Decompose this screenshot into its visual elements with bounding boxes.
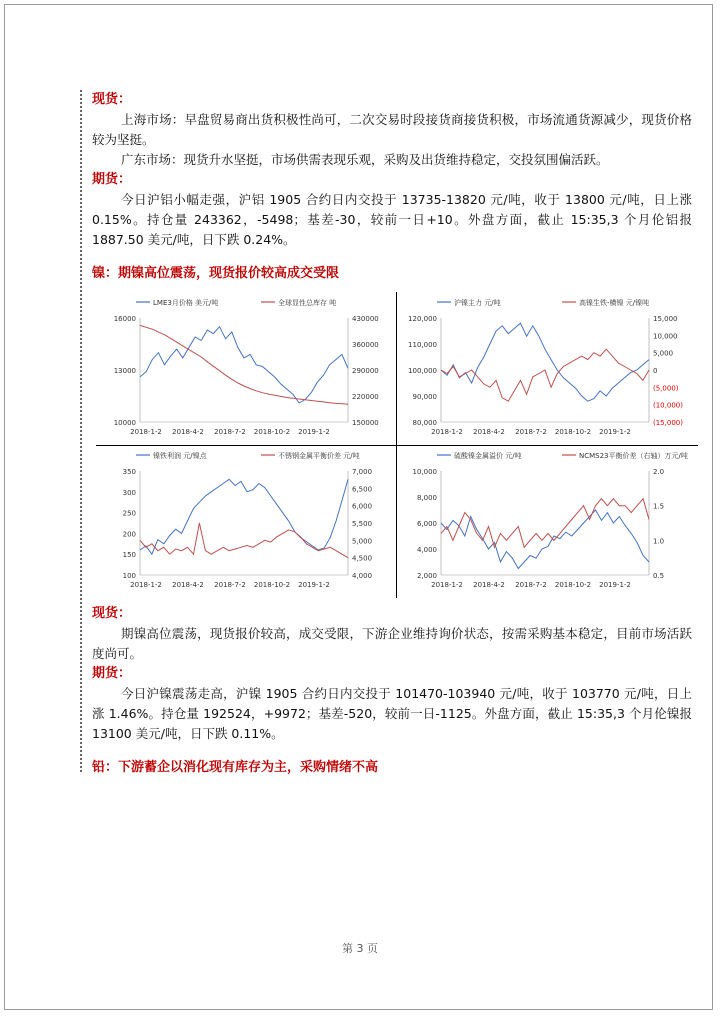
left-tick-label: 250 [122, 509, 136, 518]
left-tick-label: 4,000 [416, 546, 437, 554]
legend-label-1: 全球显性总库存 吨 [278, 299, 337, 307]
nickel-futures-paragraph: 今日沪镍震荡走高，沪镍 1905 合约日内交投于 101470-103940 元/吨，收于 103770 元/吨，日上涨 1.46%。持仓量 192524，+9972；基差-520，较前一日-1125。外盘方面，截止 15:35,3 个月伦镍报 13100 美元/吨，日下跌 0.11%。 [92, 686, 692, 741]
x-tick-label: 2018-4-2 [172, 428, 204, 436]
right-tick-label: 2.0 [653, 468, 665, 476]
charts-horizontal-divider [96, 445, 698, 446]
lead-section-title: 铅：下游蓄企以消化现有库存为主，采购情绪不高 [92, 760, 379, 775]
left-tick-label: 10,000 [412, 468, 437, 476]
x-tick-label: 2018-10-2 [253, 581, 291, 589]
x-tick-label: 2018-4-2 [473, 428, 505, 436]
page-number: 第 3 页 [342, 942, 378, 955]
chart-lme-price-inventory [96, 292, 397, 445]
x-tick-label: 2018-7-2 [214, 428, 246, 436]
x-tick-label: 2019-1-2 [298, 428, 330, 436]
nickel-spot-paragraph: 期镍高位震荡，现货报价较高，成交受限，下游企业维持询价状态，按需采购基本稳定，目前市场活跃度尚可。 [92, 626, 692, 661]
right-tick-label: 430000 [352, 315, 379, 323]
aluminum-futures-paragraph: 今日沪铝小幅走强，沪铝 1905 合约日内交投于 13735-13820 元/吨，收于 13800 元/吨，日上涨 0.15%。持仓量 243362，-5498；基差-30，较前一日+10。外盘方面，截止 15:35,3 个月伦铝报 1887.50 美元/吨，日下跌 0.24%。 [92, 192, 692, 247]
legend-label-0: 硫酸镍金属溢价 元/吨 [454, 452, 522, 460]
left-tick-label: 300 [122, 488, 136, 497]
right-tick-label: 15,000 [653, 315, 678, 323]
nickel-futures-heading: 期货： [92, 666, 132, 681]
left-tick-label: 110,000 [408, 341, 437, 349]
right-tick-label: 290000 [352, 367, 379, 375]
x-tick-label: 2018-1-2 [130, 428, 162, 436]
x-tick-label: 2018-4-2 [473, 581, 505, 589]
dotted-margin-line [80, 90, 82, 772]
right-tick-label: 0.5 [653, 572, 665, 580]
x-tick-label: 2018-1-2 [130, 581, 162, 589]
left-tick-label: 6,000 [416, 520, 437, 528]
nickel-charts-grid [96, 292, 698, 598]
aluminum-futures-heading: 期货： [92, 172, 132, 187]
x-tick-label: 2019-1-2 [298, 581, 330, 589]
nickel-spot-heading: 现货： [92, 606, 132, 621]
x-tick-label: 2018-7-2 [515, 428, 547, 436]
right-tick-label: (5,000) [653, 384, 679, 393]
right-tick-label: 5,500 [352, 520, 373, 528]
left-tick-label: 8,000 [416, 494, 437, 502]
aluminum-guangdong-paragraph: 广东市场：现货升水坚挺，市场供需表现乐观，采购及出货维持稳定，交投氛围偏活跃。 [121, 152, 609, 167]
left-tick-label: 10000 [113, 419, 136, 427]
right-tick-label: 4,000 [352, 572, 373, 580]
aluminum-spot-heading: 现货： [92, 92, 132, 107]
left-tick-label: 150 [122, 551, 136, 560]
right-tick-label: (10,000) [653, 401, 683, 410]
series-line-0 [441, 510, 649, 569]
right-tick-label: 5,000 [352, 537, 373, 546]
x-tick-label: 2019-1-2 [599, 581, 631, 589]
left-tick-label: 100 [122, 572, 136, 580]
series-line-1 [140, 523, 348, 558]
right-tick-label: 10,000 [653, 332, 678, 341]
right-tick-label: 360000 [352, 341, 379, 349]
nickel-section-title: 镍：期镍高位震荡，现货报价较高成交受限 [92, 266, 340, 281]
x-tick-label: 2018-7-2 [214, 581, 246, 589]
right-tick-label: 6,500 [352, 485, 373, 494]
right-tick-label: 220000 [352, 393, 379, 401]
left-tick-label: 200 [122, 530, 136, 539]
left-tick-label: 2,000 [416, 572, 437, 580]
left-tick-label: 16000 [113, 315, 136, 323]
x-tick-label: 2018-1-2 [431, 581, 463, 589]
x-tick-label: 2018-10-2 [554, 428, 592, 436]
series-line-0 [140, 327, 348, 403]
chart-shfe-nickel-npi-spread [397, 292, 698, 445]
chart-npi-profit-stainless-spread [96, 445, 397, 598]
legend-label-1: 高镍生铁-横镍 元/镍吨 [579, 299, 650, 307]
series-line-1 [441, 349, 649, 401]
right-tick-label: 6,000 [352, 502, 373, 511]
legend-label-1: NCMS23平衡价差（右轴）万元/吨 [579, 452, 688, 460]
left-tick-label: 350 [122, 468, 136, 476]
right-tick-label: 150000 [352, 419, 379, 427]
left-tick-label: 120,000 [408, 315, 437, 323]
right-tick-label: (15,000) [653, 419, 683, 427]
x-tick-label: 2018-4-2 [172, 581, 204, 589]
x-tick-label: 2018-10-2 [554, 581, 592, 589]
x-tick-label: 2018-1-2 [431, 428, 463, 436]
series-line-1 [441, 499, 649, 548]
right-tick-label: 7,000 [352, 468, 373, 476]
chart-nickel-sulfate-premium [397, 445, 698, 598]
left-tick-label: 13000 [113, 367, 136, 375]
page-content [92, 90, 692, 786]
right-tick-label: 1.0 [653, 537, 665, 546]
left-tick-label: 100,000 [408, 367, 437, 375]
right-tick-label: 4,500 [352, 554, 373, 563]
left-tick-label: 80,000 [412, 419, 437, 427]
x-tick-label: 2018-10-2 [253, 428, 291, 436]
right-tick-label: 5,000 [653, 349, 674, 358]
series-line-0 [140, 479, 348, 554]
legend-label-0: LME3月价格 美元/吨 [153, 299, 219, 307]
legend-label-1: 不锈钢金属平衡价差 元/吨 [278, 452, 360, 460]
legend-label-0: 镍铁利润 元/镍点 [153, 452, 207, 460]
aluminum-shanghai-paragraph: 上海市场：早盘贸易商出货积极性尚可，二次交易时段接货商接货积极，市场流通货源减少，现货价格较为坚挺。 [92, 112, 692, 147]
series-line-1 [140, 325, 348, 404]
x-tick-label: 2018-7-2 [515, 581, 547, 589]
legend-label-0: 沪镍主力 元/吨 [454, 299, 501, 307]
x-tick-label: 2019-1-2 [599, 428, 631, 436]
right-tick-label: 0 [653, 367, 658, 375]
right-tick-label: 1.5 [653, 502, 665, 511]
left-tick-label: 90,000 [412, 393, 437, 401]
